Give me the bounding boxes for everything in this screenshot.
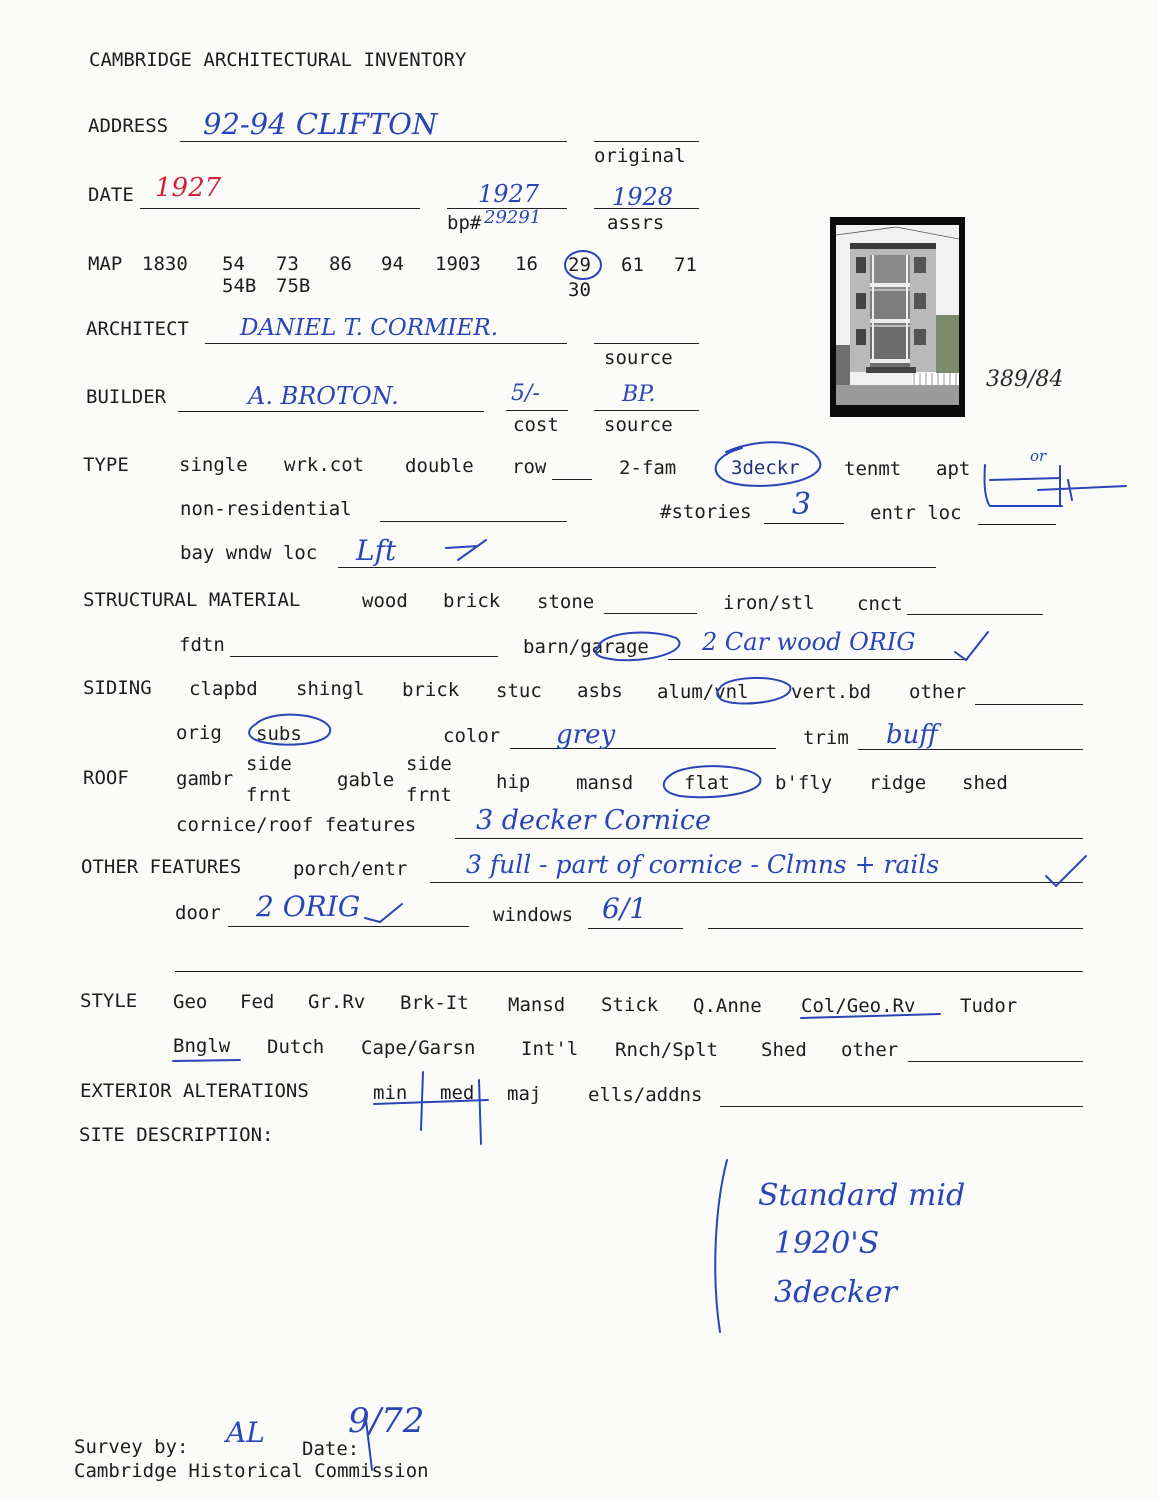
row-line (552, 479, 592, 480)
architect-line (205, 343, 567, 344)
bracket-line-icon (715, 1160, 727, 1332)
cost-value: 5/- (511, 381, 540, 406)
style-option: Int'l (521, 1038, 579, 1060)
site-description-label: SITE DESCRIPTION: (79, 1124, 274, 1146)
builder-source-line (594, 410, 699, 411)
fdtn-label: fdtn (179, 634, 225, 656)
garage-value: 2 Car wood ORIG (702, 628, 916, 656)
date-value: 1927 (155, 173, 222, 203)
porch-label: porch/entr (293, 858, 408, 880)
style-underline-icon (173, 1060, 240, 1061)
check-mark-icon (955, 632, 988, 660)
porch-line (430, 882, 1083, 883)
bay-label: bay wndw loc (180, 542, 318, 564)
style-label: STYLE (80, 990, 138, 1012)
surveyor-initials: AL (226, 1416, 265, 1449)
roof-option: b'fly (775, 772, 833, 794)
type-option: single (179, 454, 248, 476)
ext-alt-option: maj (507, 1083, 542, 1105)
source-label: source (604, 347, 673, 369)
style-option: Q.Anne (693, 995, 762, 1017)
date-label: DATE (88, 184, 134, 206)
roof-option-selected: flat (684, 772, 730, 794)
color-line (510, 748, 776, 749)
style-option: Fed (240, 991, 275, 1013)
siding-label: SIDING (83, 677, 152, 699)
original-line (594, 141, 699, 142)
style-other-line (908, 1061, 1083, 1062)
nonres-label: non-residential (180, 498, 352, 520)
ext-alt-option: min (373, 1082, 408, 1104)
style-option: Mansd (508, 994, 566, 1016)
roof-option: mansd (576, 772, 634, 794)
map-year: 71 (674, 254, 697, 276)
style-option: Cape/Garsn (361, 1037, 476, 1059)
map-year: 73 (276, 253, 299, 275)
assrs-year: 1928 (612, 183, 674, 211)
photo-reference: 389/84 (986, 367, 1064, 392)
struct-option: iron/stl (723, 592, 815, 614)
map-year: 30 (568, 279, 591, 301)
map-year: 54 (222, 253, 245, 275)
structural-label: STRUCTURAL MATERIAL (83, 589, 301, 611)
garage-line (668, 659, 968, 660)
roof-option: side (246, 753, 292, 775)
style-option: Tudor (960, 995, 1018, 1017)
windows-label: windows (493, 904, 574, 926)
siding-option: clapbd (189, 678, 258, 700)
style-option: Dutch (267, 1036, 325, 1058)
stone-line (604, 613, 697, 614)
assrs-line (594, 208, 699, 209)
siding-option: brick (402, 679, 460, 701)
roof-option: hip (496, 771, 531, 793)
bp-year: 1927 (478, 180, 540, 208)
architect-label: ARCHITECT (86, 318, 189, 340)
color-value: grey (556, 720, 616, 750)
architect-source-line (594, 343, 699, 344)
map-year-circled: 29 (568, 254, 591, 276)
orig-label: orig (176, 722, 222, 744)
cost-label: cost (513, 414, 559, 436)
style-option: Geo (173, 991, 208, 1013)
map-year: 16 (515, 253, 538, 275)
architect-value: DANIEL T. CORMIER. (240, 315, 499, 341)
map-year: 54B (222, 275, 257, 297)
cornice-line (455, 838, 1083, 839)
entr-loc-label: entr loc (870, 502, 962, 524)
assrs-label: assrs (607, 212, 665, 234)
struct-option: wood (362, 590, 408, 612)
roof-label: ROOF (83, 767, 129, 789)
type-option: row (512, 456, 547, 478)
address-value: 92-94 CLIFTON (203, 107, 438, 141)
type-option-selected: 3deckr (731, 457, 800, 479)
door-value: 2 ORIG (256, 890, 361, 923)
color-label: color (443, 725, 501, 747)
roof-option: frnt (406, 784, 452, 806)
map-year: 1830 (142, 253, 188, 275)
porch-value: 3 full - part of cornice - Clmns + rails (466, 850, 940, 879)
fdtn-line (230, 656, 498, 657)
roof-option: frnt (246, 784, 292, 806)
ext-alt-label: EXTERIOR ALTERATIONS (80, 1080, 309, 1102)
survey-by-label: Survey by: (74, 1436, 189, 1458)
form-title: CAMBRIDGE ARCHITECTURAL INVENTORY (89, 49, 467, 71)
roof-option: side (406, 753, 452, 775)
check-mark-icon (365, 904, 402, 922)
entr-mark: or (1030, 447, 1047, 465)
type-label: TYPE (83, 454, 129, 476)
date-line (140, 208, 420, 209)
windows-line (588, 928, 683, 929)
style-option: other (841, 1039, 899, 1061)
struct-option: stone (537, 591, 595, 613)
commission-name: Cambridge Historical Commission (74, 1460, 429, 1482)
original-label: original (594, 145, 686, 167)
roof-option: gable (337, 769, 395, 791)
bp-number: 29291 (484, 207, 542, 228)
style-option: Gr.Rv (308, 991, 366, 1013)
style-option-underlined: Bnglw (173, 1035, 231, 1057)
style-option: Stick (601, 994, 659, 1016)
ext-alt-option: med (440, 1082, 475, 1104)
siding-other-line (975, 704, 1083, 705)
roof-option: gambr (176, 768, 234, 790)
site-note-line: 3decker (774, 1275, 898, 1310)
roof-option: ridge (869, 772, 927, 794)
address-line (180, 141, 567, 142)
map-year: 86 (329, 253, 352, 275)
survey-date-value: 9/72 (348, 1401, 425, 1441)
struct-option: brick (443, 590, 501, 612)
bay-line (338, 567, 936, 568)
type-option: double (405, 455, 474, 477)
ells-line (720, 1106, 1083, 1107)
map-year: 1903 (435, 253, 481, 275)
building-photo (830, 217, 965, 417)
style-option: Brk-It (400, 992, 469, 1014)
struct-option: cnct (857, 593, 903, 615)
style-option: Shed (761, 1039, 807, 1061)
door-label: door (175, 902, 221, 924)
map-year: 61 (621, 254, 644, 276)
stories-label: #stories (660, 501, 752, 523)
builder-source-value: BP. (622, 382, 656, 407)
trim-value: buff (886, 720, 938, 750)
source-label: source (604, 414, 673, 436)
siding-option: other (909, 681, 967, 703)
stories-value: 3 (792, 487, 812, 522)
door-line (228, 926, 469, 927)
siding-option: vert.bd (791, 681, 872, 703)
apt-mark-icon (985, 465, 1126, 506)
survey-date-label: Date: (302, 1438, 360, 1460)
type-option: tenmt (844, 458, 902, 480)
type-option: wrk.cot (284, 454, 365, 476)
siding-option-selected: alum/vnl (657, 681, 749, 703)
style-option: Rnch/Splt (615, 1039, 718, 1061)
type-option: 2-fam (619, 457, 677, 479)
style-option-underlined: Col/Geo.Rv (801, 995, 916, 1017)
bay-scribble-icon (446, 540, 486, 560)
cost-line (506, 410, 568, 411)
siding-option: stuc (496, 680, 542, 702)
site-note-line: 1920'S (774, 1226, 880, 1261)
builder-label: BUILDER (86, 386, 167, 408)
cnct-line (907, 614, 1043, 615)
nonres-line (380, 521, 567, 522)
map-label: MAP (88, 253, 123, 275)
map-year: 94 (381, 253, 404, 275)
features-extra-line (708, 928, 1083, 929)
siding-option: shingl (296, 678, 365, 700)
cornice-value: 3 decker Cornice (476, 805, 711, 836)
map-year: 75B (276, 275, 311, 297)
subs-label-selected: subs (256, 723, 302, 745)
barn-garage-label: barn/garage (523, 636, 649, 658)
features-extra-line (175, 971, 1083, 972)
ext-alt-option: ells/addns (588, 1084, 703, 1106)
type-option: apt (936, 458, 971, 480)
other-features-label: OTHER FEATURES (81, 856, 242, 878)
builder-line (178, 411, 484, 412)
address-label: ADDRESS (88, 115, 169, 137)
trim-label: trim (803, 727, 849, 749)
entr-loc-line (978, 524, 1056, 525)
stories-line (764, 523, 844, 524)
cornice-label: cornice/roof features (176, 814, 417, 836)
windows-value: 6/1 (602, 892, 648, 925)
roof-option: shed (962, 772, 1008, 794)
site-note-line: Standard mid (758, 1178, 966, 1213)
bay-value: Lft (356, 534, 397, 567)
builder-value: A. BROTON. (248, 382, 399, 410)
three-decker-photo-icon (836, 225, 959, 405)
siding-option: asbs (577, 680, 623, 702)
bp-label: bp# (447, 212, 482, 234)
